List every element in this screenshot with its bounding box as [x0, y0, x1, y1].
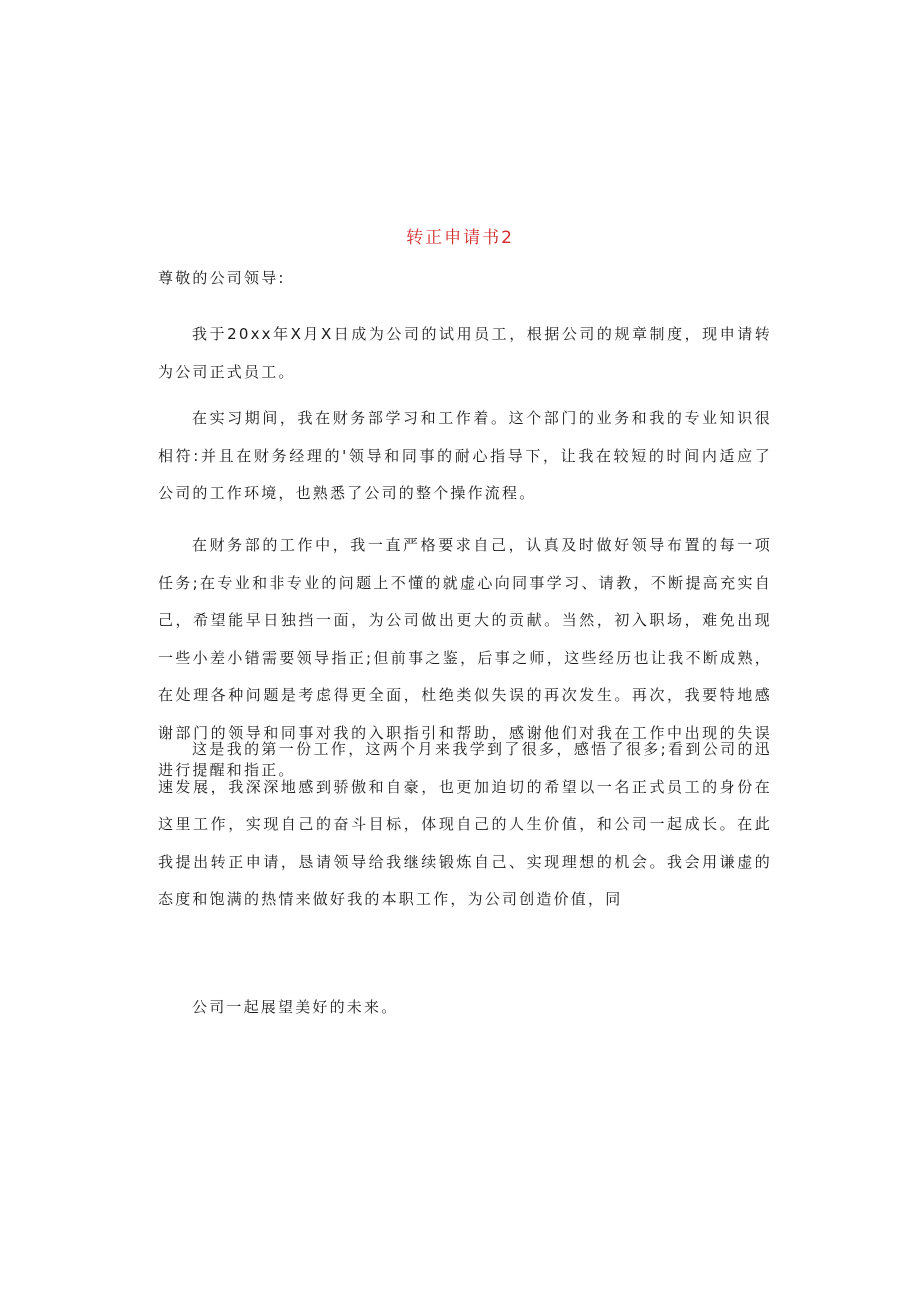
paragraph-5: 公司一起展望美好的未来。 [192, 998, 399, 1016]
salutation: 尊敬的公司领导: [158, 269, 286, 287]
paragraph-4: 这是我的第一份工作，这两个月来我学到了很多，感悟了很多;看到公司的迅速发展，我深深地感到骄傲和自豪，也更加迫切的希望以一名正式员工的身份在这里工作，实现自己的奋斗目标，体现自己的人生价值，和公司一起成长。在此我提出转正申请，恳请领导给我继续锻炼自己、实现理想的机会。我会用谦虚的态度和饱满的热情来做好我的本职工作，为公司创造价值，同 [158, 740, 772, 908]
paragraph-3: 在财务部的工作中，我一直严格要求自己，认真及时做好领导布置的每一项任务;在专业和非专业的问题上不懂的就虚心向同事学习、请教，不断提高充实自己，希望能早日独挡一面，为公司做出更大的贡献。当然，初入职场，难免出现一些小差小错需要领导指正;但前事之鉴，后事之师，这些经历也让我不断成熟，在处理各种问题是考虑得更全面，杜绝类似失误的再次发生。再次，我要特地感谢部门的领导和同事对我的入职指引和帮助，感谢他们对我在工作中出现的失误进行提醒和指正。 [158, 536, 772, 779]
document-title: 转正申请书2 [406, 228, 514, 248]
paragraph-2: 在实习期间，我在财务部学习和工作着。这个部门的业务和我的专业知识很相符:并且在财务经理的'领导和同事的耐心指导下，让我在较短的时间内适应了公司的工作环境，也熟悉了公司的整个操作流程。 [158, 409, 772, 502]
paragraph-1: 我于20xx年X月X日成为公司的试用员工，根据公司的规章制度，现申请转为公司正式员工。 [158, 325, 772, 381]
